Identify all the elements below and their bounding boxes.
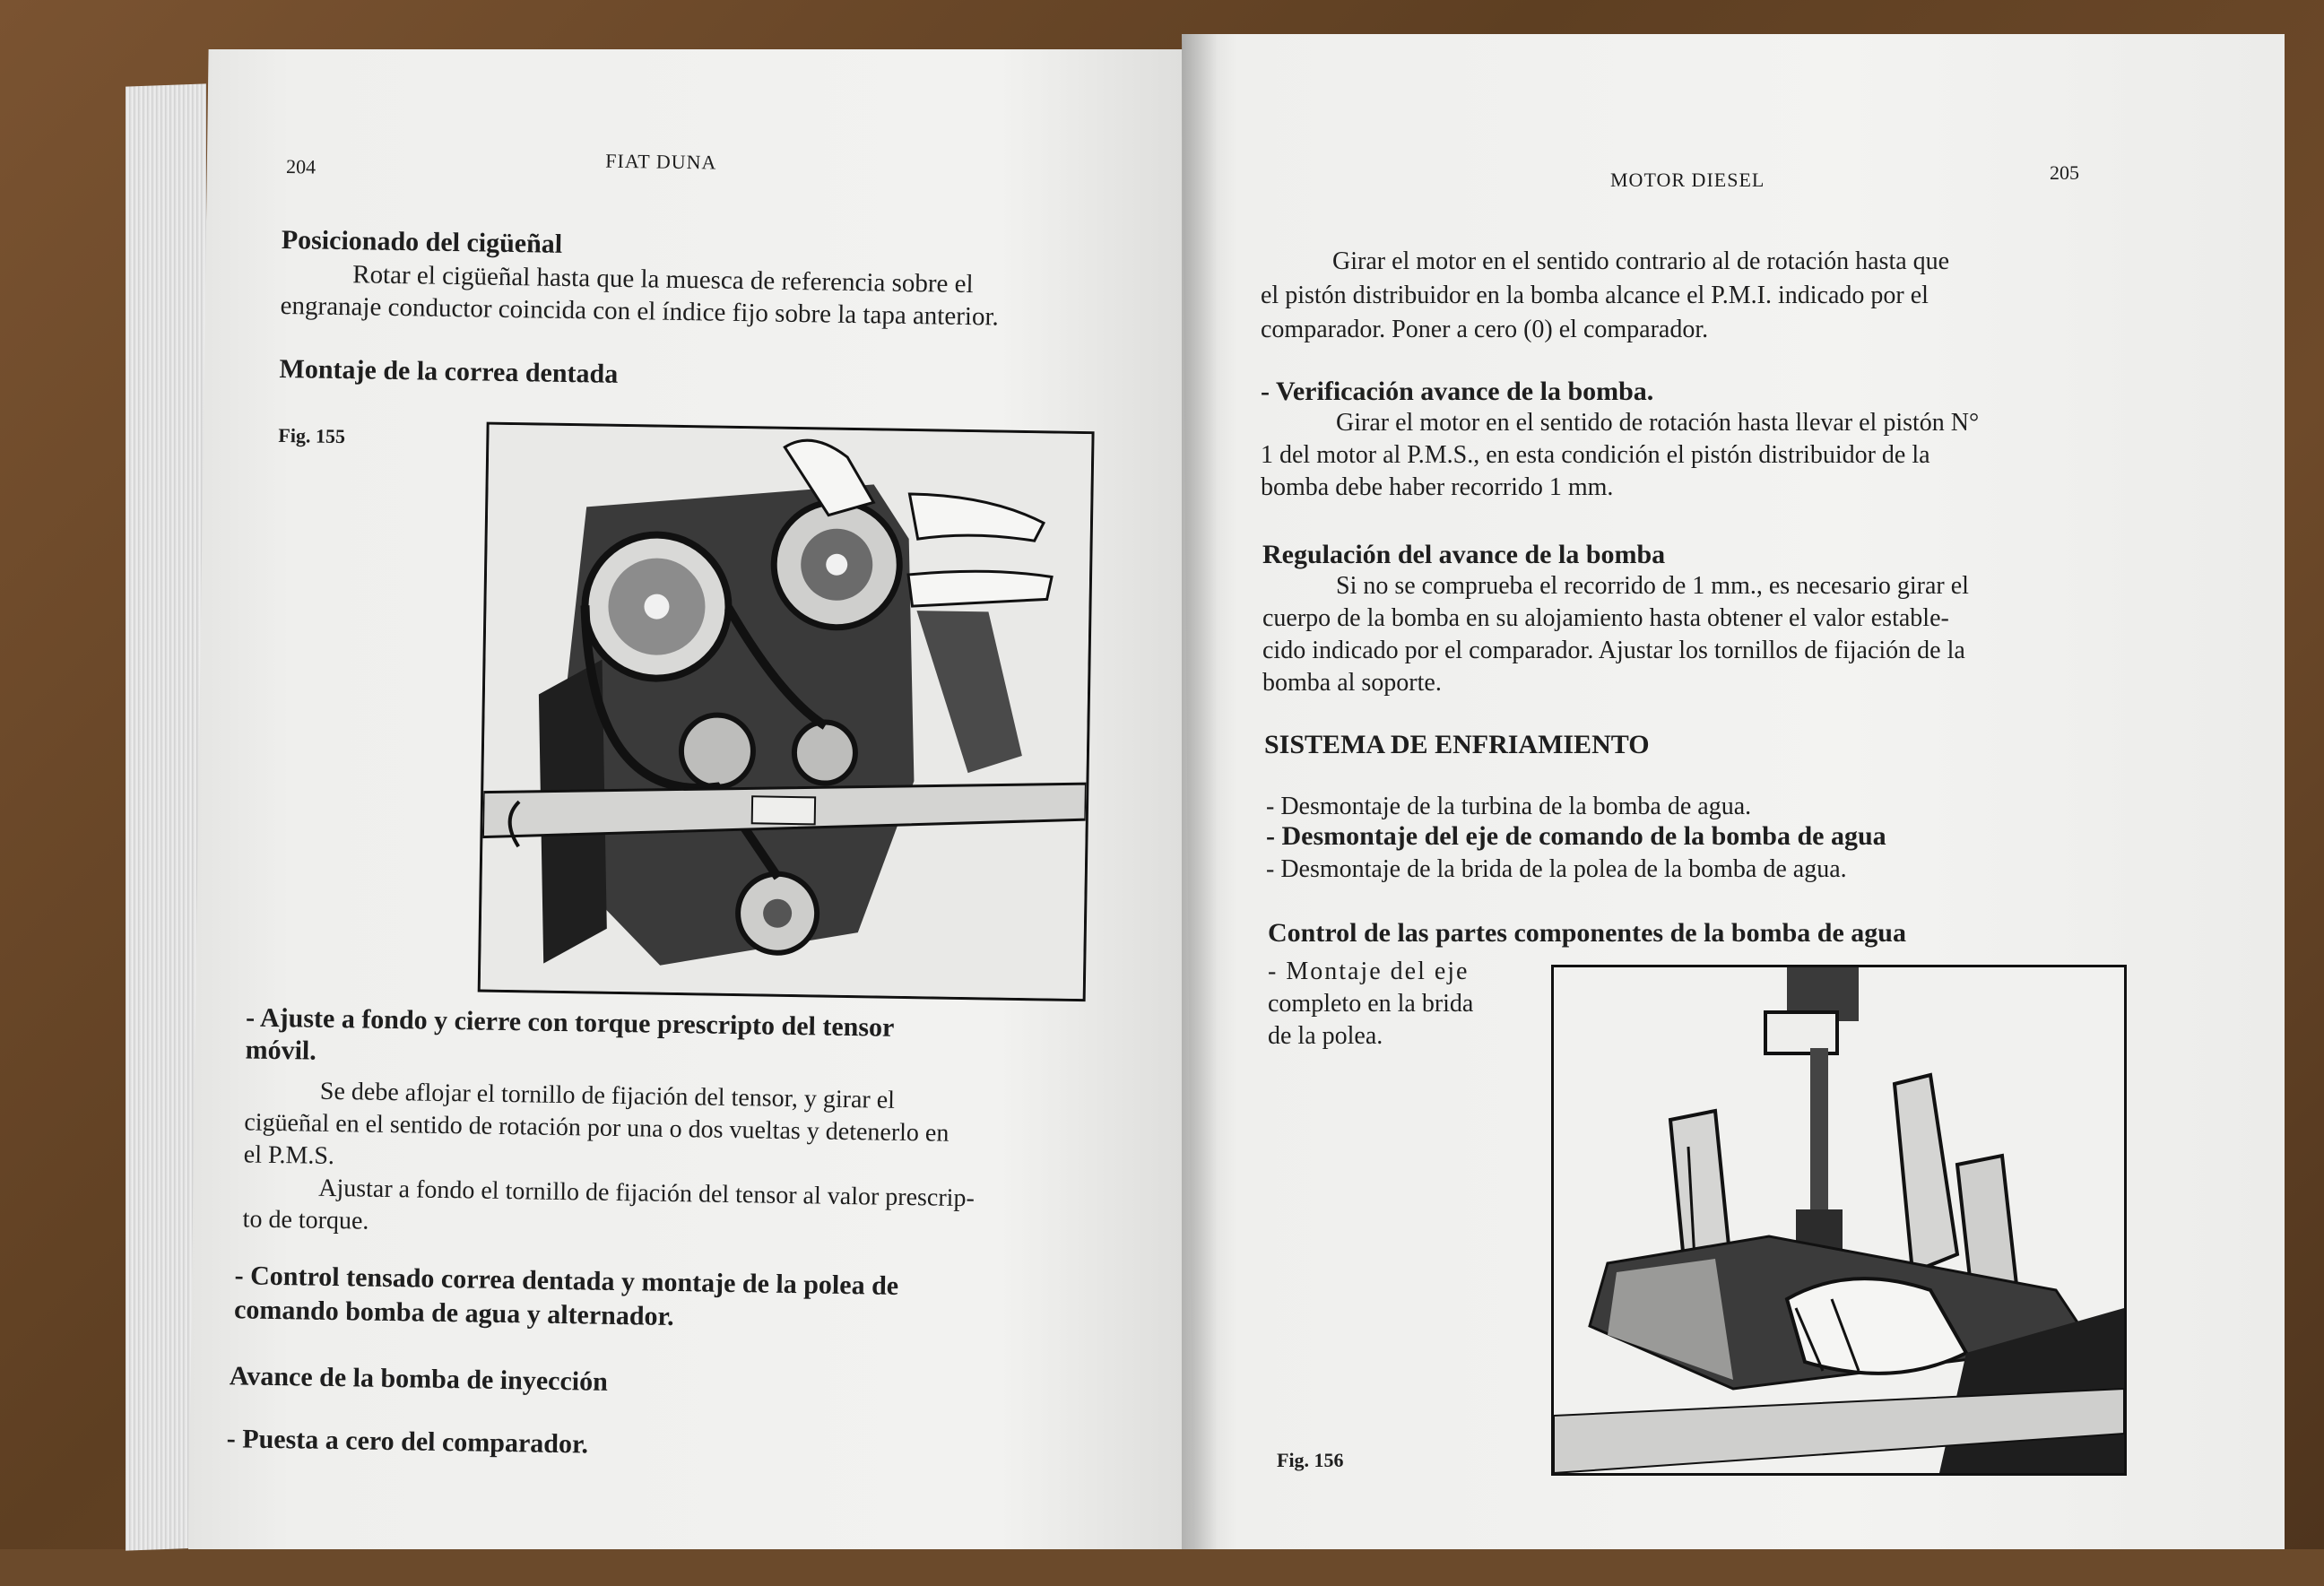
regulation-line-1: Si no se comprueba el recorrido de 1 mm., es necesario girar el	[1336, 572, 1969, 600]
control-heading-line-1: - Control tensado correa dentada y montaje de la polea de	[234, 1261, 899, 1301]
torque-line-1: Ajustar a fondo el tornillo de fijación del tensor al valor prescrip-	[317, 1174, 976, 1213]
crankshaft-line-2: engranaje conductor coincida con el índice fijo sobre la tapa anterior.	[280, 290, 1000, 332]
left-page-number: 204	[285, 155, 317, 178]
shaft-line-3: de la polea.	[1268, 1022, 1383, 1050]
figure-156-press-illustration	[1551, 965, 2127, 1476]
regulation-line-2: cuerpo de la bomba en su alojamiento hasta obtener el valor estable-	[1262, 604, 1949, 632]
figure-156-label: Fig. 156	[1277, 1449, 1344, 1471]
shaft-line-1: - Montaje del eje	[1268, 958, 1470, 985]
right-page-number: 205	[2050, 161, 2079, 184]
left-running-head: FIAT DUNA	[605, 149, 717, 174]
heading-control-parts: Control de las partes componentes de la bomba de agua	[1268, 918, 1906, 948]
tensor-body-line-1: Se debe aflojar el tornillo de fijación del tensor, y girar el	[319, 1077, 896, 1114]
tensor-heading-line-2: móvil.	[245, 1035, 317, 1066]
cooling-item-1: - Desmontaje de la turbina de la bomba de agua.	[1266, 793, 1752, 820]
regulation-line-4: bomba al soporte.	[1262, 669, 1442, 697]
regulation-line-3: cido indicado por el comparador. Ajustar los tornillos de fijación de la	[1262, 637, 1965, 664]
verification-line-1: Girar el motor en el sentido de rotación hasta llevar el pistón N°	[1336, 409, 1980, 437]
cooling-item-2: - Desmontaje del eje de comando de la bomba de agua	[1266, 821, 1886, 851]
crankshaft-line-1: Rotar el cigüeñal hasta que la muesca de referencia sobre el	[351, 260, 974, 299]
heading-regulation: Regulación del avance de la bomba	[1262, 540, 1666, 569]
verification-line-2: 1 del motor al P.M.S., en esta condición el pistón distribuidor de la	[1261, 441, 1930, 469]
heading-zero: - Puesta a cero del comparador.	[226, 1424, 589, 1460]
intro-line-1: Girar el motor en el sentido contrario al de rotación hasta que	[1332, 247, 1950, 275]
heading-crankshaft: Posicionado del cigüeñal	[281, 224, 563, 259]
intro-line-3: comparador. Poner a cero (0) el comparador.	[1261, 316, 1709, 343]
tensor-heading-line-1: - Ajuste a fondo y cierre con torque prescripto del tensor	[245, 1002, 895, 1043]
heading-injection: Avance de la bomba de inyección	[229, 1361, 609, 1397]
torque-line-2: to de torque.	[242, 1205, 369, 1235]
tensor-body-line-3: el P.M.S.	[243, 1140, 335, 1171]
cooling-item-3: - Desmontaje de la brida de la polea de la bomba de agua.	[1266, 855, 1847, 883]
heading-verification: - Verificación avance de la bomba.	[1261, 377, 1654, 406]
verification-line-3: bomba debe haber recorrido 1 mm.	[1261, 473, 1614, 501]
intro-line-2: el pistón distribuidor en la bomba alcance el P.M.I. indicado por el	[1261, 282, 1929, 309]
heading-belt: Montaje de la correa dentada	[279, 353, 619, 389]
right-running-head: MOTOR DIESEL	[1610, 169, 1765, 191]
control-heading-line-2: comando bomba de agua y alternador.	[233, 1295, 674, 1331]
figure-155-label: Fig. 155	[278, 423, 346, 448]
shaft-line-2: completo en la brida	[1268, 990, 1474, 1018]
heading-cooling: SISTEMA DE ENFRIAMIENTO	[1264, 730, 1650, 759]
tensor-body-line-2: cigüeñal en el sentido de rotación por una o dos vueltas y detenerlo en	[244, 1108, 950, 1148]
